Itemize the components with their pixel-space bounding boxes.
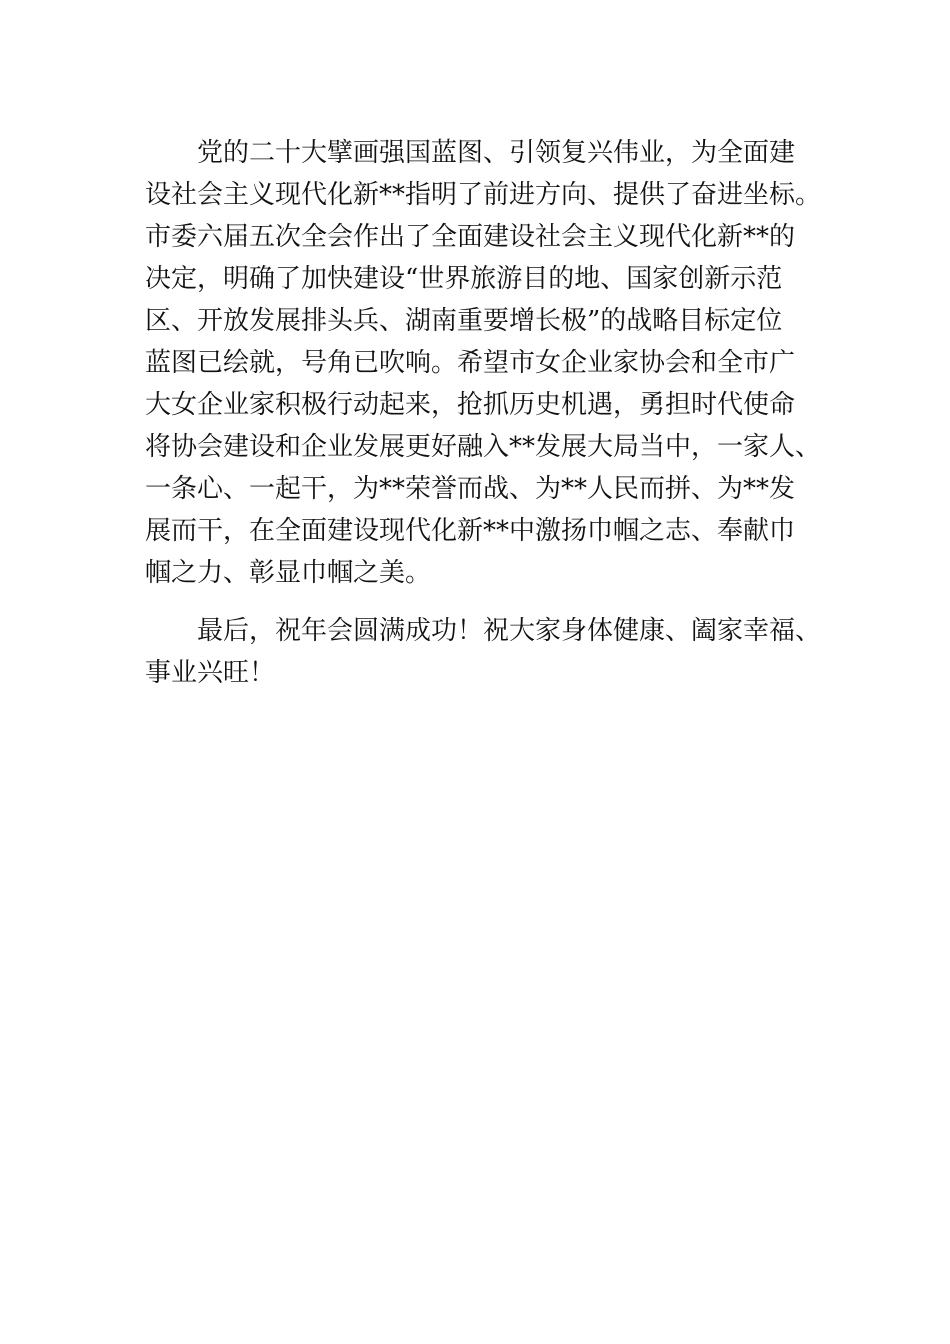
paragraph-line: 大女企业家积极行动起来，抢抓历史机遇，勇担时代使命 [145, 390, 796, 420]
paragraph-line: 市委六届五次全会作出了全面建设社会主义现代化新**的 [145, 222, 796, 252]
paragraph-line: 设社会主义现代化新**指明了前进方向、提供了奋进坐标。 [145, 180, 822, 210]
paragraph-line: 决定，明确了加快建设“世界旅游目的地、国家创新示范 [145, 264, 783, 294]
paragraph-line: 蓝图已绘就，号角已吹响。希望市女企业家协会和全市广 [145, 348, 796, 378]
paragraph-line: 区、开放发展排头兵、湖南重要增长极”的战略目标定位 [145, 306, 783, 336]
paragraph-1 [145, 132, 822, 594]
paragraph-line: 展而干，在全面建设现代化新**中激扬巾帼之志、奉献巾 [145, 516, 796, 546]
paragraph-line: 帼之力、彰显巾帼之美。 [145, 558, 432, 588]
paragraph-line: 事业兴旺！ [145, 658, 276, 688]
paragraph-line: 将协会建设和企业发展更好融入**发展大局当中，一家人、 [145, 432, 822, 462]
paragraph-spacer [145, 594, 815, 610]
paragraph-2 [145, 610, 822, 694]
paragraph-line: 最后，祝年会圆满成功！祝大家身体健康、阖家幸福、 [197, 616, 822, 646]
paragraph-line: 党的二十大擘画强国蓝图、引领复兴伟业，为全面建 [197, 138, 796, 168]
document-body [145, 132, 822, 694]
paragraph-line: 一条心、一起干，为**荣誉而战、为**人民而拼、为**发 [145, 474, 796, 504]
